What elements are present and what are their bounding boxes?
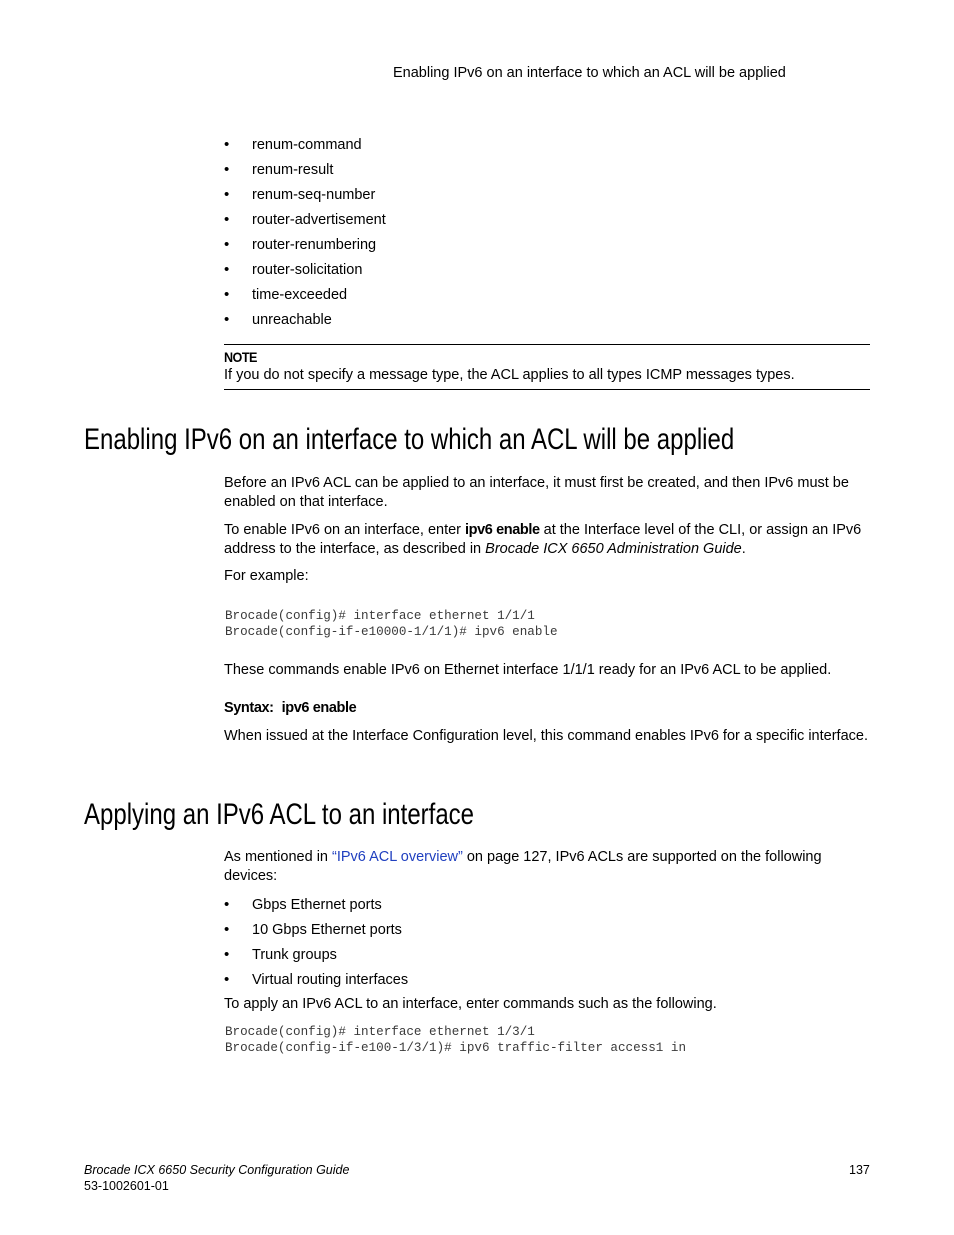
document-reference: Brocade ICX 6650 Administration Guide xyxy=(485,541,742,557)
text-run: . xyxy=(741,541,746,557)
list-item: • Trunk groups xyxy=(224,946,408,971)
list-item: • unreachable xyxy=(224,311,386,336)
paragraph: To apply an IPv6 ACL to an interface, enter commands such as the following. xyxy=(224,996,717,1012)
list-item: • renum-command xyxy=(224,136,386,161)
text-run: As mentioned in xyxy=(224,849,333,865)
note-label: NOTE xyxy=(224,349,257,365)
list-item: • Virtual routing interfaces xyxy=(224,971,408,996)
text-run: at the Interface level of the CLI, or assign an IPv6 address to the interface, as described in xyxy=(224,522,862,557)
page-number: 137 xyxy=(849,1163,870,1177)
paragraph: For example: xyxy=(224,568,309,584)
footer-document-info xyxy=(84,1162,349,1194)
syntax-line xyxy=(224,699,874,718)
code-line: Brocade(config-if-e100-1/3/1)# ipv6 traffic-filter access1 in xyxy=(225,1041,687,1055)
paragraph xyxy=(224,521,874,559)
code-block xyxy=(225,1024,686,1056)
list-item: • time-exceeded xyxy=(224,286,386,311)
footer-guide-title: Brocade ICX 6650 Security Configuration Guide xyxy=(84,1163,350,1177)
list-item: • renum-result xyxy=(224,161,386,186)
footer-doc-number: 53-1002601-01 xyxy=(84,1179,169,1193)
list-item: • router-advertisement xyxy=(224,211,386,236)
code-line: Brocade(config)# interface ethernet 1/3/1 xyxy=(225,1025,535,1039)
syntax-command: ipv6 enable xyxy=(281,700,357,716)
text-run: To enable IPv6 on an interface, enter xyxy=(224,522,466,538)
text-run: on page 127, IPv6 ACLs are supported on the following devices: xyxy=(224,849,822,884)
list-item: • router-renumbering xyxy=(224,236,386,261)
command-text: ipv6 enable xyxy=(465,522,540,538)
code-line: Brocade(config-if-e10000-1/1/1)# ipv6 enable xyxy=(225,625,558,639)
paragraph: When issued at the Interface Configuration level, this command enables IPv6 for a specific interface. xyxy=(224,728,868,744)
note-text: If you do not specify a message type, the ACL applies to all types ICMP messages types. xyxy=(224,367,795,383)
note-box xyxy=(224,344,870,390)
paragraph xyxy=(224,848,874,886)
paragraph: Before an IPv6 ACL can be applied to an interface, it must first be created, and then IPv6 must be enabled on that interface. xyxy=(224,475,849,510)
device-list xyxy=(224,896,408,996)
list-item: • router-solicitation xyxy=(224,261,386,286)
list-item: • Gbps Ethernet ports xyxy=(224,896,408,921)
section-heading-apply-acl: Applying an IPv6 ACL to an interface xyxy=(84,798,475,831)
syntax-label: Syntax: xyxy=(224,700,274,716)
section-heading-enable-ipv6: Enabling IPv6 on an interface to which an ACL will be applied xyxy=(84,423,735,456)
list-item: • renum-seq-number xyxy=(224,186,386,211)
running-header: Enabling IPv6 on an interface to which an ACL will be applied xyxy=(393,65,786,81)
code-block xyxy=(225,608,558,640)
code-line: Brocade(config)# interface ethernet 1/1/1 xyxy=(225,609,535,623)
list-item: • 10 Gbps Ethernet ports xyxy=(224,921,408,946)
ipv6-acl-overview-link[interactable]: “IPv6 ACL overview” xyxy=(332,849,463,865)
paragraph: These commands enable IPv6 on Ethernet interface 1/1/1 ready for an IPv6 ACL to be applied. xyxy=(224,662,832,678)
icmp-type-list xyxy=(224,136,386,336)
